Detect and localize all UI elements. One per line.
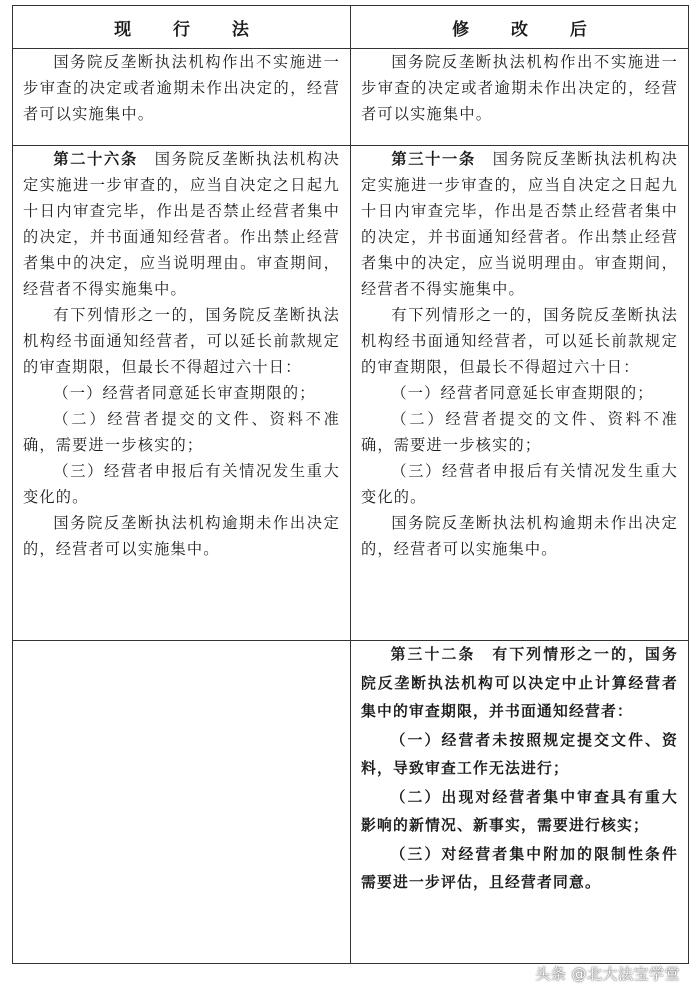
article-text: 有下列情形之一的，国务院反垄断执法机构可以决定中止计算经营者集中的审查期限，并书面通知经营者： xyxy=(361,646,678,720)
paragraph: （二）经营者提交的文件、资料不准确，需要进一步核实的； xyxy=(23,410,340,454)
paragraph: （一）经营者未按照规定提交文件、资料，导致审查工作无法进行； xyxy=(361,731,678,777)
article-number: 第三十一条 xyxy=(391,150,476,168)
paragraph: （三）经营者申报后有关情况发生重大变化的。 xyxy=(361,462,678,506)
paragraph: （二）经营者提交的文件、资料不准确，需要进一步核实的； xyxy=(361,410,678,454)
cell-current-empty xyxy=(13,641,351,964)
paragraph: 国务院反垄断执法机构作出不实施进一步审查的决定或者逾期未作出决定的，经营者可以实施集中。 xyxy=(361,53,678,123)
watermark: 头条 @北大法宝学堂 xyxy=(535,965,680,983)
paragraph: （三）对经营者集中附加的限制性条件需要进一步评估，且经营者同意。 xyxy=(361,845,678,891)
paragraph: 有下列情形之一的，国务院反垄断执法机构经书面通知经营者，可以延长前款规定的审查期限，但最长不得超过六十日： xyxy=(361,306,678,376)
paragraph: （一）经营者同意延长审查期限的； xyxy=(53,384,316,402)
header-row xyxy=(13,6,689,49)
paragraph: （三）经营者申报后有关情况发生重大变化的。 xyxy=(23,462,340,506)
cell-current xyxy=(13,49,351,146)
comparison-table xyxy=(12,5,689,964)
paragraph xyxy=(361,146,678,302)
article-number: 第二十六条 xyxy=(53,150,138,168)
table-row xyxy=(13,146,689,641)
comparison-document xyxy=(12,5,688,985)
article-number: 第三十二条 xyxy=(390,646,476,663)
paragraph: 国务院反垄断执法机构作出不实施进一步审查的决定或者逾期未作出决定的，经营者可以实施集中。 xyxy=(23,53,340,123)
paragraph xyxy=(361,641,678,727)
paragraph: 有下列情形之一的，国务院反垄断执法机构经书面通知经营者，可以延长前款规定的审查期限，但最长不得超过六十日： xyxy=(23,306,340,376)
table-row xyxy=(13,641,689,964)
paragraph: 国务院反垄断执法机构逾期未作出决定的，经营者可以实施集中。 xyxy=(361,514,678,558)
cell-current xyxy=(13,146,351,641)
article-text: 国务院反垄断执法机构决定实施进一步审查的，应当自决定之日起九十日内审查完毕，作出是否禁止经营者集中的决定，并书面通知经营者。作出禁止经营者集中的决定，应当说明理由。审查期间，经营者不得实施集中。 xyxy=(361,150,679,298)
cell-amended-new-article xyxy=(351,641,689,964)
article-text: 国务院反垄断执法机构决定实施进一步审查的，应当自决定之日起九十日内审查完毕，作出是否禁止经营者集中的决定，并书面通知经营者。作出禁止经营者集中的决定，应当说明理由。审查期间，经营者不得实施集中。 xyxy=(23,150,341,298)
paragraph: （二）出现对经营者集中审查具有重大影响的新情况、新事实，需要进行核实； xyxy=(361,788,678,834)
cell-amended xyxy=(351,146,689,641)
header-current-law: 现 行 法 xyxy=(13,6,351,49)
header-amended-law: 修 改 后 xyxy=(351,6,689,49)
table-row xyxy=(13,49,689,146)
paragraph: （一）经营者同意延长审查期限的； xyxy=(391,384,654,402)
paragraph: 国务院反垄断执法机构逾期未作出决定的，经营者可以实施集中。 xyxy=(23,514,340,558)
cell-amended xyxy=(351,49,689,146)
paragraph xyxy=(23,146,340,302)
